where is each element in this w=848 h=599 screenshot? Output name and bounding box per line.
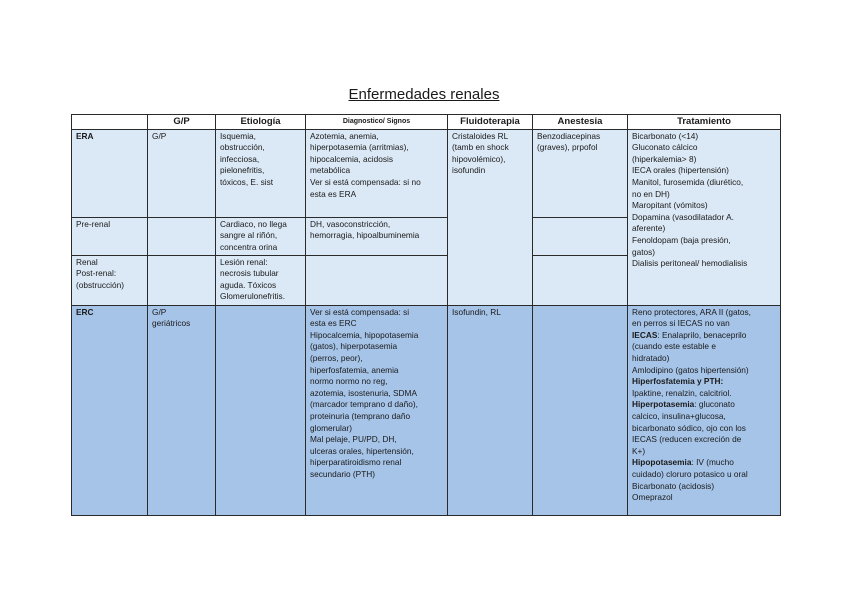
era-label-cell bbox=[72, 129, 148, 217]
erc-tratamiento-line bbox=[632, 376, 776, 388]
renal-diseases-table bbox=[71, 114, 781, 516]
erc-gp-cell bbox=[148, 305, 216, 515]
erc-tratamiento-line bbox=[632, 330, 776, 342]
header-row bbox=[72, 115, 781, 130]
table-row-erc bbox=[72, 305, 781, 515]
ieca-bold: IECAS bbox=[632, 329, 658, 340]
renal-label-line: (obstrucción) bbox=[76, 279, 124, 290]
prerenal-etiologia-line: concentra orina bbox=[220, 241, 278, 252]
era-tratamiento-line: aferente) bbox=[632, 223, 666, 234]
era-gp: G/P bbox=[152, 130, 167, 141]
era-tratamiento-line: Manitol, furosemida (diurético, bbox=[632, 176, 744, 187]
erc-diagnostico-line: Ver si está compensada: si bbox=[310, 306, 410, 317]
header-fluidoterapia: Fluidoterapia bbox=[448, 115, 533, 130]
erc-tratamiento-line bbox=[632, 399, 776, 411]
prerenal-anestesia-cell bbox=[533, 217, 628, 255]
erc-label: ERC bbox=[76, 306, 94, 317]
erc-diagnostico-line: (gatos), hiperpotasemia bbox=[310, 341, 398, 352]
erc-fluidoterapia: Isofundin, RL bbox=[452, 306, 501, 317]
erc-tratamiento-line: Bicarbonato (acidosis) bbox=[632, 480, 715, 491]
page-title: Enfermedades renales bbox=[348, 86, 500, 103]
era-etiologia-line: tóxicos, E. sist bbox=[220, 176, 274, 187]
era-fluidoterapia-cell bbox=[448, 129, 533, 305]
header-diagnostico: Diagnostico/ Signos bbox=[306, 115, 448, 130]
erc-tratamiento-line: Omeprazol bbox=[632, 492, 673, 503]
erc-tratamiento-line bbox=[632, 457, 776, 469]
erc-diagnostico-line: normo normo no reg, bbox=[310, 376, 388, 387]
era-label: ERA bbox=[76, 130, 94, 141]
erc-fluidoterapia-cell bbox=[448, 305, 533, 515]
prerenal-etiologia-line: Cardiaco, no llega bbox=[220, 218, 287, 229]
erc-diagnostico-line: Hipocalcemia, hipopotasemia bbox=[310, 329, 419, 340]
erc-tratamiento-line: Reno protectores, ARA II (gatos, bbox=[632, 306, 751, 317]
erc-tratamiento-line: calcico, insulina+glucosa, bbox=[632, 410, 726, 421]
renal-etiologia-line: Lesión renal: bbox=[220, 256, 268, 267]
erc-tratamiento-line: en perros si IECAS no van bbox=[632, 318, 730, 329]
era-gp-cell bbox=[148, 129, 216, 217]
era-diagnostico-line: hipocalcemia, acidosis bbox=[310, 153, 394, 164]
era-tratamiento-line: Dopamina (vasodilatador A. bbox=[632, 211, 734, 222]
header-empty bbox=[72, 115, 148, 130]
era-etiologia-line: infecciosa, bbox=[220, 153, 260, 164]
renal-label-line: Post-renal: bbox=[76, 268, 117, 279]
erc-tratamiento-line: Amlodipino (gatos hipertensión) bbox=[632, 364, 749, 375]
prerenal-gp-cell bbox=[148, 217, 216, 255]
erc-tratamiento-line: Ipaktine, renalzin, calcitriol. bbox=[632, 387, 732, 398]
era-etiologia-line: Isquemia, bbox=[220, 130, 256, 141]
era-diagnostico-cell bbox=[306, 129, 448, 217]
renal-label-cell bbox=[72, 255, 148, 305]
hiperpotasemia-bold: Hiperpotasemia bbox=[632, 399, 695, 410]
erc-diagnostico-cell bbox=[306, 305, 448, 515]
erc-anestesia-cell bbox=[533, 305, 628, 515]
ieca-text: : Enalaprilo, benaceprilo bbox=[657, 329, 747, 340]
era-anestesia-cell bbox=[533, 129, 628, 217]
erc-tratamiento-line: bicarbonato sódico, ojo con los bbox=[632, 422, 746, 433]
era-fluidoterapia-line: isofundin bbox=[452, 165, 486, 176]
renal-etiologia-line: aguda. Tóxicos bbox=[220, 279, 277, 290]
erc-diagnostico-line: ulceras orales, hipertensión, bbox=[310, 445, 414, 456]
era-etiologia-line: pielonefritis, bbox=[220, 165, 265, 176]
era-etiologia-cell bbox=[216, 129, 306, 217]
erc-tratamiento-line: (cuando este estable e bbox=[632, 341, 716, 352]
renal-etiologia-line: Glomerulonefritis. bbox=[220, 291, 286, 302]
prerenal-etiologia-cell bbox=[216, 217, 306, 255]
erc-diagnostico-line: glomerular) bbox=[310, 422, 352, 433]
era-tratamiento-line: IECA orales (hipertensión) bbox=[632, 165, 729, 176]
erc-diagnostico-line: hiperparatiroidismo renal bbox=[310, 457, 402, 468]
erc-label-cell bbox=[72, 305, 148, 515]
header-gp: G/P bbox=[148, 115, 216, 130]
renal-etiologia-cell bbox=[216, 255, 306, 305]
renal-gp-cell bbox=[148, 255, 216, 305]
table-row-era bbox=[72, 129, 781, 217]
prerenal-label-cell bbox=[72, 217, 148, 255]
erc-diagnostico-line: secundario (PTH) bbox=[310, 468, 376, 479]
era-tratamiento-line: Fenoldopam (baja presión, bbox=[632, 234, 731, 245]
erc-gp-line: G/P bbox=[152, 306, 167, 317]
era-fluidoterapia-line: Cristaloides RL bbox=[452, 130, 509, 141]
erc-diagnostico-line: esta es ERC bbox=[310, 318, 357, 329]
era-tratamiento-line: Gluconato cálcico bbox=[632, 142, 698, 153]
hipopotasemia-text: : IV (mucho bbox=[691, 457, 734, 468]
erc-tratamiento-line: IECAS (reducen excreción de bbox=[632, 434, 742, 445]
erc-tratamiento-line: K+) bbox=[632, 445, 646, 456]
era-anestesia-line: Benzodiacepinas bbox=[537, 130, 601, 141]
prerenal-label: Pre-renal bbox=[76, 218, 111, 229]
prerenal-diagnostico-cell bbox=[306, 217, 448, 255]
erc-diagnostico-line: (perros, peor), bbox=[310, 352, 363, 363]
era-diagnostico-line: Ver si está compensada: si no bbox=[310, 176, 421, 187]
era-diagnostico-line: esta es ERA bbox=[310, 188, 357, 199]
erc-diagnostico-line: Mal pelaje, PU/PD, DH, bbox=[310, 434, 397, 445]
era-tratamiento-cell bbox=[628, 129, 781, 305]
prerenal-diagnostico-line: DH, vasoconstricción, bbox=[310, 218, 391, 229]
prerenal-diagnostico-line: hemorragia, hipoalbuminemia bbox=[310, 230, 420, 241]
era-etiologia-line: obstrucción, bbox=[220, 142, 265, 153]
era-tratamiento-line: Dialisis peritoneal/ hemodialisis bbox=[632, 258, 748, 269]
era-tratamiento-line: no en DH) bbox=[632, 188, 670, 199]
erc-gp-line: geriátricos bbox=[152, 318, 191, 329]
renal-label-line: Renal bbox=[76, 256, 98, 267]
erc-tratamiento-cell bbox=[628, 305, 781, 515]
era-diagnostico-line: Azotemia, anemia, bbox=[310, 130, 379, 141]
era-anestesia-line: (graves), prpofol bbox=[537, 142, 598, 153]
prerenal-etiologia-line: sangre al riñón, bbox=[220, 230, 278, 241]
erc-tratamiento-line: hidratado) bbox=[632, 352, 670, 363]
header-anestesia: Anestesia bbox=[533, 115, 628, 130]
erc-etiologia-cell bbox=[216, 305, 306, 515]
erc-diagnostico-line: (marcador temprano d daño), bbox=[310, 399, 418, 410]
hipopotasemia-bold: Hipopotasemia bbox=[632, 457, 692, 468]
era-tratamiento-line: gatos) bbox=[632, 246, 656, 257]
era-tratamiento-line: Maropitant (vómitos) bbox=[632, 200, 708, 211]
erc-tratamiento-line: cuidado) cloruro potasico u oral bbox=[632, 468, 748, 479]
header-tratamiento: Tratamiento bbox=[628, 115, 781, 130]
era-diagnostico-line: hiperpotasemia (arritmias), bbox=[310, 142, 409, 153]
hiperfosfatemia-bold: Hiperfosfatemia y PTH: bbox=[632, 376, 724, 387]
era-fluidoterapia-line: hipovolémico), bbox=[452, 153, 506, 164]
hiperpotasemia-text: : gluconato bbox=[694, 399, 735, 410]
renal-diagnostico-cell bbox=[306, 255, 448, 305]
erc-diagnostico-line: hiperfosfatemia, anemia bbox=[310, 364, 399, 375]
header-etiologia: Etiología bbox=[216, 115, 306, 130]
erc-diagnostico-line: azotemia, isostenuria, SDMA bbox=[310, 387, 417, 398]
erc-diagnostico-line: proteinuria (temprano daño bbox=[310, 410, 411, 421]
era-fluidoterapia-line: (tamb en shock bbox=[452, 142, 509, 153]
renal-anestesia-cell bbox=[533, 255, 628, 305]
era-diagnostico-line: metabólica bbox=[310, 165, 351, 176]
era-tratamiento-line: (hiperkalemia> 8) bbox=[632, 153, 697, 164]
era-tratamiento-line: Bicarbonato (<14) bbox=[632, 130, 699, 141]
renal-etiologia-line: necrosis tubular bbox=[220, 268, 279, 279]
